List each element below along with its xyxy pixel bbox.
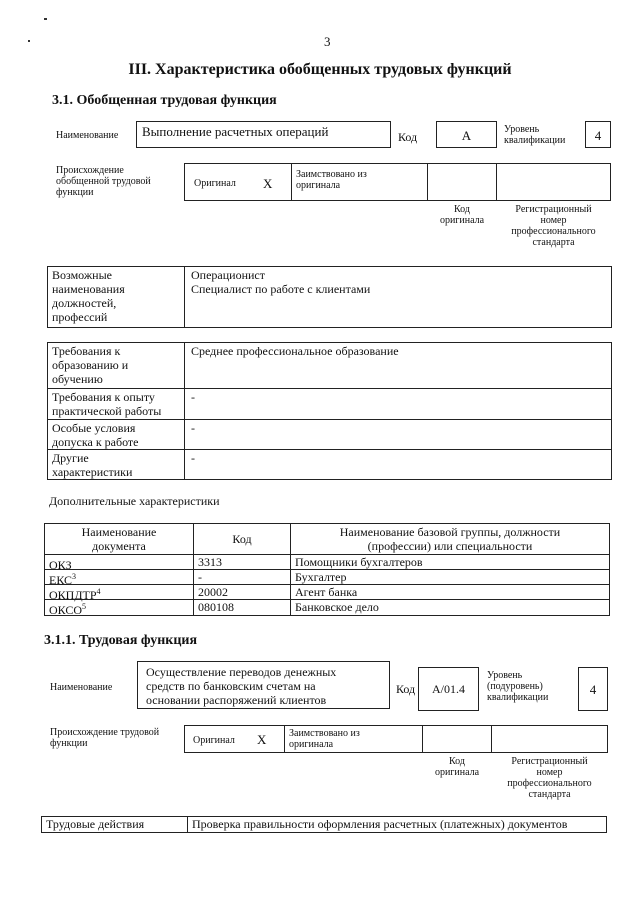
gtf-reg-number-cell [496,163,611,201]
tf-level-line: Уровень [487,670,523,681]
table-row-doc [44,599,194,616]
gtf-name-text: Выполнение расчетных операций [142,124,329,139]
tf-name-line: основании распоряжений клиентов [146,693,327,707]
req-label-line: Требования к [52,344,121,358]
req-label-line: Особые условия [52,421,136,435]
footnote-ref: 5 [82,602,87,611]
positions-label-line: Возможные [52,268,112,282]
col-header-group [290,523,610,555]
caption-line: стандарта [528,789,571,800]
gtf-origin-line: Происхождение [56,165,124,176]
gtf-origin-line: обобщенной трудовой [56,176,151,187]
tf-origin-line: функции [50,738,88,749]
positions-label-line: профессий [52,310,108,324]
labor-actions-value-text: Проверка правильности оформления расчетных (платежных) документов [192,817,568,831]
gtf-code-label: Код [398,130,418,144]
labor-actions-value [187,816,607,833]
position-item: Специалист по работе с клиентами [191,282,371,296]
gtf-level-value [585,121,611,148]
scan-speck [28,40,30,42]
tf-original-cell [184,725,285,753]
tf-name-line: средств по банковским счетам на [146,679,316,693]
table-row-name [290,554,610,570]
caption-line: оригинала [439,215,485,226]
gtf-origin-line: функции [56,187,94,198]
caption-line: номер [540,215,567,226]
doc-name: ОКСО [49,603,83,617]
table-row-doc [44,554,194,570]
caption-line: Код [449,756,465,767]
tf-borrowed-cell [284,725,423,753]
positions-value-cell [184,266,612,328]
tf-reg-number-caption [491,756,608,800]
caption-line: Регистрационный [511,756,588,767]
gtf-origin-label [56,165,151,198]
gtf-borrowed-line: Заимствовано из [296,169,367,180]
table-row-code [193,599,291,616]
row-name: Бухгалтер [295,570,347,584]
table-row-code [193,554,291,570]
req-special-value [184,419,612,450]
gtf-original-mark: X [263,176,273,191]
table-row-name [290,569,610,585]
page-number: 3 [324,34,331,49]
gtf-code-text: А [461,128,472,143]
req-label-line: обучению [52,372,103,386]
req-value-text: - [191,451,195,465]
table-row-doc [44,584,194,600]
row-name: Агент банка [295,585,358,599]
req-experience-value [184,388,612,420]
table-row-doc [44,569,194,585]
doc-name: ОКЗ [49,558,72,572]
gtf-code-original-cell [427,163,497,201]
req-experience-label [47,388,185,420]
req-special-label [47,419,185,450]
tf-reg-number-cell [491,725,608,753]
section-title: III. Характеристика обобщенных трудовых функций [128,61,512,78]
gtf-level-text: 4 [594,128,602,143]
additional-heading: Дополнительные характеристики [49,494,220,508]
req-education-value [184,342,612,389]
caption-line: Код [454,204,470,215]
header-line: Наименование [81,525,157,539]
header-line: Код [232,532,252,546]
tf-original-label: Оригинал [193,735,235,746]
gtf-borrowed-cell [291,163,428,201]
tf-code-original-cell [422,725,492,753]
req-value-text: Среднее профессиональное образование [191,344,399,358]
tf-level-line: квалификации [487,692,549,703]
header-line: документа [92,539,146,553]
gtf-code-original-caption [427,204,497,226]
gtf-level-label-line: Уровень [504,124,540,135]
req-label-line: Другие [52,451,89,465]
tf-level-value [578,667,608,711]
tf-code-text: А/01.4 [432,682,465,696]
req-label-line: образованию и [52,358,129,372]
header-line: (профессии) или специальности [367,539,533,553]
col-header-document [44,523,194,555]
gtf-name-value [136,121,391,148]
caption-line: Регистрационный [515,204,592,215]
header-line: Наименование базовой группы, должности [339,525,561,539]
table-row-code [193,584,291,600]
caption-line: оригинала [434,767,480,778]
req-label-line: практической работы [52,404,162,418]
tf-name-value [137,661,390,709]
req-education-label [47,342,185,389]
req-value-text: - [191,421,195,435]
tf-borrowed-line: оригинала [289,739,334,750]
caption-line: профессионального [507,778,592,789]
table-row-code [193,569,291,585]
gtf-code-value [436,121,497,148]
positions-label-cell [47,266,185,328]
row-code: 080108 [198,600,234,614]
tf-origin-line: Происхождение трудовой [50,727,160,738]
position-item: Операционист [191,268,265,282]
caption-line: стандарта [532,237,575,248]
gtf-level-label [504,124,565,146]
tf-level-line: (подуровень) [487,681,543,692]
footnote-ref: 3 [72,572,77,581]
positions-label-line: должностей, [52,296,117,310]
tf-name-label: Наименование [50,682,113,693]
tf-code-label: Код [396,682,416,696]
row-name: Помощники бухгалтеров [295,555,423,569]
tf-origin-label [50,727,159,749]
positions-label-line: наименования [52,282,125,296]
tf-heading: 3.1.1. Трудовая функция [44,633,198,648]
gtf-heading: 3.1. Обобщенная трудовая функция [52,93,277,108]
gtf-level-label-line: квалификации [504,135,566,146]
doc-name: ОКПДТР [49,588,97,602]
tf-code-original-caption [422,756,492,778]
caption-line: профессионального [511,226,596,237]
scan-speck [44,18,47,20]
col-header-code [193,523,291,555]
footnote-ref: 4 [96,587,101,596]
row-name: Банковское дело [295,600,379,614]
gtf-original-cell [184,163,292,201]
row-code: 20002 [198,585,228,599]
labor-actions-label [41,816,188,833]
table-row-name [290,584,610,600]
tf-code-value [418,667,479,711]
req-label-line: характеристики [52,465,133,479]
req-other-value [184,449,612,480]
row-code: 3313 [198,555,222,569]
req-label-line: допуска к работе [52,435,139,449]
tf-level-text: 4 [589,682,597,697]
caption-line: номер [536,767,563,778]
gtf-reg-number-caption [496,204,611,248]
tf-level-label [487,670,548,703]
gtf-name-label: Наименование [56,130,119,141]
tf-name-line: Осуществление переводов денежных [146,665,337,679]
req-label-line: Требования к опыту [52,390,155,404]
gtf-original-label: Оригинал [194,178,236,189]
labor-actions-label-text: Трудовые действия [46,817,145,831]
req-value-text: - [191,390,195,404]
gtf-borrowed-line: оригинала [296,180,341,191]
row-code: - [198,570,202,584]
doc-name: ЕКС [49,573,73,587]
tf-borrowed-line: Заимствовано из [289,728,360,739]
req-other-label [47,449,185,480]
table-row-name [290,599,610,616]
tf-original-mark: X [257,732,267,747]
